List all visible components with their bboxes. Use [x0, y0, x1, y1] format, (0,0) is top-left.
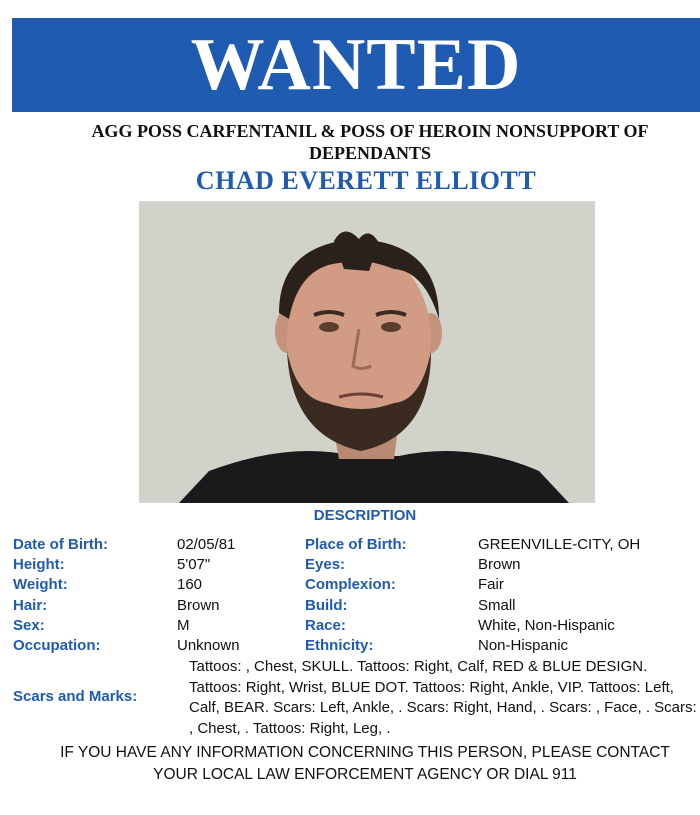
contact-notice-line-1: IF YOU HAVE ANY INFORMATION CONCERNING THIS PERSON, PLEASE CONTACT — [60, 744, 670, 761]
hair-label: Hair: — [13, 597, 48, 614]
sex-value: M — [177, 617, 190, 634]
eyes-value: Brown — [478, 556, 521, 573]
race-label: Race: — [305, 617, 346, 634]
subject-name: CHAD EVERETT ELLIOTT — [195, 166, 537, 195]
scars-value: Tattoos: , Chest, SKULL. Tattoos: Right, Calf, RED & BLUE DESIGN. Tattoos: Right, Wrist, BLUE DOT. Tattoos: Right, Ankle, VIP. Tattoos: Left, Calf, BEAR. Scars: Left, Ankle, . Scars: Right, Hand, . Scars: , Face, . Scars: , Chest, . Tattoos: Right, Leg, . — [189, 658, 697, 737]
occupation-value: Unknown — [177, 637, 240, 654]
occupation-label: Occupation: — [13, 637, 101, 654]
birthplace-label: Place of Birth: — [305, 536, 407, 553]
ethnicity-value: Non-Hispanic — [478, 637, 569, 654]
race-value: White, Non-Hispanic — [478, 617, 615, 634]
mugshot-photo — [139, 201, 595, 503]
contact-notice — [30, 742, 700, 786]
build-value: Small — [478, 597, 516, 614]
contact-notice-line-2: YOUR LOCAL LAW ENFORCEMENT AGENCY OR DIAL 911 — [153, 766, 577, 783]
scars-label: Scars and Marks: — [13, 688, 138, 705]
weight-label: Weight: — [13, 576, 68, 593]
hair-value: Brown — [177, 597, 220, 614]
charges-text: AGG POSS CARFENTANIL & POSS OF HEROIN NONSUPPORT OF DEPENDANTS — [91, 121, 649, 163]
eyes-label: Eyes: — [305, 556, 346, 573]
complexion-label: Complexion: — [305, 576, 396, 593]
dob-label: Date of Birth: — [13, 536, 108, 553]
sex-label: Sex: — [13, 617, 45, 634]
height-value: 5'07" — [177, 556, 211, 573]
poster-title: WANTED — [190, 24, 522, 106]
dob-value: 02/05/81 — [177, 536, 236, 553]
ethnicity-label: Ethnicity: — [305, 637, 374, 654]
wanted-banner — [12, 18, 700, 112]
height-label: Height: — [13, 556, 65, 573]
birthplace-value: GREENVILLE-CITY, OH — [478, 536, 641, 553]
weight-value: 160 — [177, 576, 203, 593]
build-label: Build: — [305, 597, 348, 614]
complexion-value: Fair — [478, 576, 504, 593]
description-heading: DESCRIPTION — [313, 507, 417, 524]
